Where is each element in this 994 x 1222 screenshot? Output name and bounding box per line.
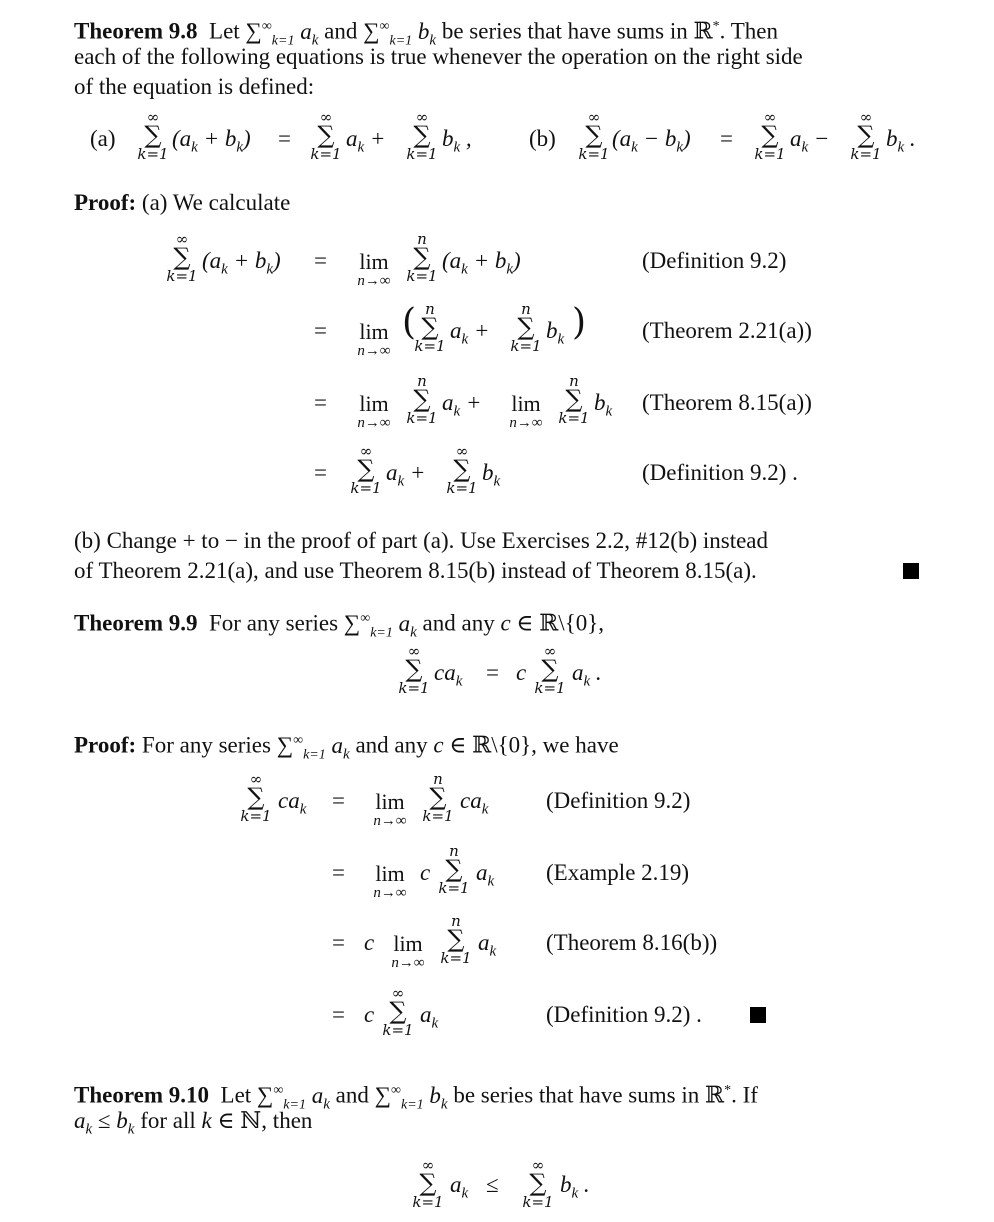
formula-term: $b_k$ . — [886, 126, 916, 156]
sum-symbol: ∞ ∑ k=1 — [412, 1156, 444, 1211]
equals-sign: = — [314, 390, 327, 415]
equals-sign: = — [486, 660, 499, 685]
theorem-9-8-line1: Theorem 9.8 Let $\sum^\infty_{k=1}$ $a_k$ and $\sum^\infty_{k=1}$ $b_k$ be series that have sums in ℝ*. Then — [74, 18, 778, 49]
formula-term: $a_k$ − — [790, 126, 830, 156]
sum-symbol: n ∑ k=1 — [414, 300, 446, 355]
sum-symbol: ∞ ∑ k=1 — [382, 984, 414, 1039]
formula-term: $a_k$ + — [442, 390, 482, 420]
formula-term: $a_k$ — [450, 1172, 469, 1202]
justification: (Definition 9.2) — [642, 248, 787, 273]
part-a-label: (a) — [90, 126, 116, 151]
proof-line: Proof: For any series $\sum^\infty_{k=1}$ $a_k$ and any c ∈ ℝ\{0}, we have — [74, 732, 619, 763]
formula-term: $a_k$ — [476, 860, 495, 890]
sum-symbol: n ∑ k=1 — [510, 300, 542, 355]
sum-symbol: ∞ ∑ k=1 — [522, 1156, 554, 1211]
proof-label: Proof: — [74, 732, 137, 758]
limit-operator: lim n→∞ — [373, 861, 407, 901]
sum-symbol: n ∑ k=1 — [558, 372, 590, 427]
sum-symbol: ∞ ∑ k=1 — [754, 108, 786, 163]
theorem-9-10-line2: $a_k \le b_k$ for all k ∈ ℕ, then — [74, 1108, 313, 1138]
sum-symbol: ∞ ∑ k=1 — [166, 230, 198, 285]
formula-term: $b_k$ . — [560, 1172, 590, 1202]
justification: (Definition 9.2) . — [546, 1002, 702, 1027]
sum-symbol: n ∑ k=1 — [406, 372, 438, 427]
sum-symbol: ∞ ∑ k=1 — [240, 770, 272, 825]
formula-term: $b_k$ — [594, 390, 613, 420]
justification: (Definition 9.2) — [546, 788, 691, 813]
sum-symbol: n ∑ k=1 — [438, 842, 470, 897]
sum-symbol: n ∑ k=1 — [406, 230, 438, 285]
limit-operator: lim n→∞ — [357, 319, 391, 359]
equals-sign: = — [314, 460, 327, 485]
theorem-label: Theorem 9.9 — [74, 610, 198, 636]
equals-sign: = — [314, 318, 327, 343]
sum-symbol: ∞ ∑ k=1 — [350, 442, 382, 497]
theorem-9-8-line2: each of the following equations is true whenever the operation on the right side — [74, 44, 803, 69]
theorem-9-8-line3: of the equation is defined: — [74, 74, 315, 99]
formula-term: $b_k$ , — [442, 126, 472, 156]
formula-term: $ca_k$ — [434, 660, 463, 690]
leq-sign: ≤ — [486, 1172, 499, 1197]
theorem-9-10-line1: Theorem 9.10 Let $\sum^\infty_{k=1}$ $a_k$ and $\sum^\infty_{k=1}$ $b_k$ be series that have sums in ℝ*. If — [74, 1082, 758, 1113]
sum-symbol: ∞ ∑ k=1 — [446, 442, 478, 497]
sum-symbol: ∞ ∑ k=1 — [534, 642, 566, 697]
limit-operator: lim n→∞ — [357, 391, 391, 431]
formula-term: $a_k$ + — [346, 126, 386, 156]
formula-term: $a_k$ — [420, 1002, 439, 1032]
formula-term: $a_k$ + — [450, 318, 490, 348]
sum-symbol: ∞ ∑ k=1 — [406, 108, 438, 163]
part-b-label: (b) — [529, 126, 556, 151]
qed-square — [903, 563, 919, 579]
sum-symbol: ∞ ∑ k=1 — [578, 108, 610, 163]
equals-sign: = — [332, 1002, 345, 1027]
formula-term: $b_k$ — [482, 460, 501, 490]
equals-sign: = — [332, 860, 345, 885]
limit-operator: lim n→∞ — [391, 931, 425, 971]
justification: (Theorem 8.16(b)) — [546, 930, 718, 955]
proof-line — [74, 188, 290, 218]
formula-term: c — [516, 660, 527, 685]
formula-term: c — [420, 860, 431, 885]
theorem-label: Theorem 9.10 — [74, 1082, 210, 1108]
equals-sign: = — [332, 930, 345, 955]
limit-operator: lim n→∞ — [509, 391, 543, 431]
sum-symbol: ∞ ∑ k=1 — [310, 108, 342, 163]
limit-operator: lim n→∞ — [357, 249, 391, 289]
limit-operator: lim n→∞ — [373, 789, 407, 829]
formula-term: $(a_k - b_k)$ — [612, 126, 691, 156]
formula-term: $a_k$ + — [386, 460, 426, 490]
proof-part-b-line2: of Theorem 2.21(a), and use Theorem 8.15(b) instead of Theorem 8.15(a). — [74, 558, 757, 583]
sum-symbol: ∞ ∑ k=1 — [137, 108, 169, 163]
formula-term: $a_k$ — [478, 930, 497, 960]
formula-term: $a_k$ . — [572, 660, 602, 690]
proof-part-b-line1: (b) Change + to − in the proof of part (a). Use Exercises 2.2, #12(b) instead — [74, 528, 769, 553]
proof-intro: (a) We calculate — [141, 190, 291, 215]
theorem-9-9-line: Theorem 9.9 For any series $\sum^\infty_{k=1}$ $a_k$ and any c ∈ ℝ\{0}, — [74, 610, 605, 641]
formula-term: c — [364, 1002, 375, 1027]
theorem-label: Theorem 9.8 — [74, 18, 198, 44]
left-paren: ( — [402, 302, 417, 343]
equals-sign: = — [278, 126, 291, 151]
equals-sign: = — [720, 126, 733, 151]
qed-square — [750, 1007, 766, 1023]
sum-symbol: ∞ ∑ k=1 — [850, 108, 882, 163]
formula-term: $b_k$ — [546, 318, 565, 348]
sum-symbol: n ∑ k=1 — [422, 770, 454, 825]
justification: (Theorem 2.21(a)) — [642, 318, 812, 343]
right-paren: ) — [572, 302, 587, 343]
sum-symbol: ∞ ∑ k=1 — [398, 642, 430, 697]
formula-term: $(a_k + b_k)$ — [202, 248, 281, 278]
formula-term: c — [364, 930, 375, 955]
equals-sign: = — [332, 788, 345, 813]
justification: (Theorem 8.15(a)) — [642, 390, 812, 415]
justification: (Definition 9.2) . — [642, 460, 798, 485]
justification: (Example 2.19) — [546, 860, 690, 885]
sum-symbol: n ∑ k=1 — [440, 912, 472, 967]
equals-sign: = — [314, 248, 327, 273]
formula-term: $ca_k$ — [460, 788, 489, 818]
formula-term: $(a_k + b_k)$ — [172, 126, 251, 156]
formula-term: $(a_k + b_k)$ — [442, 248, 521, 278]
proof-label: Proof: — [74, 190, 137, 215]
formula-term: $ca_k$ — [278, 788, 307, 818]
